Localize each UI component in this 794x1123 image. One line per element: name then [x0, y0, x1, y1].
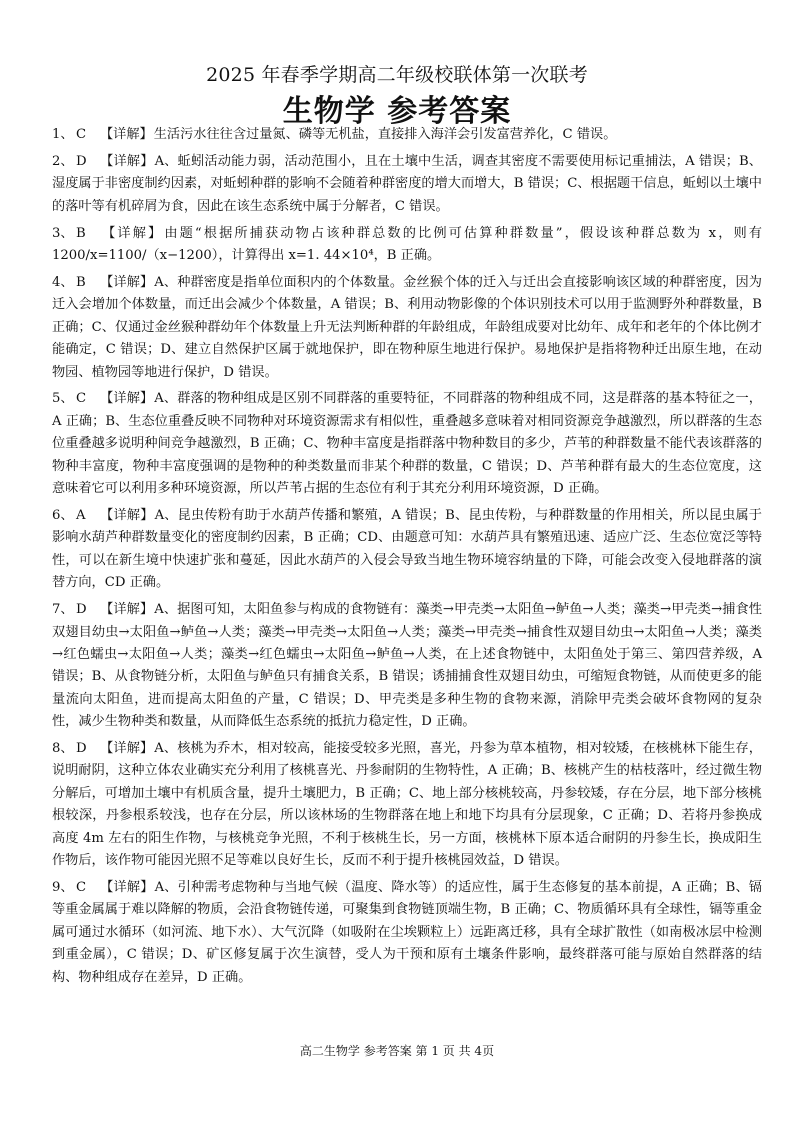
answer-item-1	[52, 124, 762, 146]
explanation-text: A、蚯蚓活动能力弱，活动范围小，且在土壤中生活，调查其密度不需要使用标记重捕法，A 错误；B、湿度属于非密度制约因素，对蚯蚓种群的影响不会随着种群密度的增大而增大，B 错误；C、根据题干信息，蚯蚓以土壤中的落叶等有机碎屑为食，因此在该生态系统中属于分解者，C 错误。	[52, 153, 762, 214]
exam-title: 2025 年春季学期高二年级校联体第一次联考	[206, 64, 588, 86]
question-number: 1、	[52, 127, 74, 142]
detail-tag: 【详解】	[100, 153, 154, 169]
detail-tag: 【详解】	[100, 602, 154, 618]
answer-key-title: 生物学 参考答案	[282, 94, 512, 129]
answer-letter: C	[76, 391, 87, 407]
question-number: 9、	[52, 880, 74, 895]
question-number: 7、	[52, 602, 74, 618]
answer-item-7	[52, 599, 762, 733]
question-number: 5、	[52, 391, 74, 407]
answer-letter: D	[76, 741, 87, 757]
answer-letter: A	[76, 508, 86, 523]
answer-item-9	[52, 877, 762, 989]
answer-item-6	[52, 505, 762, 595]
answer-letter: D	[76, 153, 87, 169]
detail-tag: 【详解】	[100, 508, 154, 523]
answer-item-4	[52, 272, 762, 384]
explanation-text: A、昆虫传粉有助于水葫芦传播和繁殖，A 错误；B、昆虫传粉，与种群数量的作用相关，所以昆虫属于影响水葫芦种群数量变化的密度制约因素，B 正确；CD、由题意可知：水葫芦具有繁殖迅速、适应广泛、生态位宽泛等特性，可以在新生境中快速扩张和蔓延，因此水葫芦的入侵会导致当地生物环境容纳量的下降，可能会改变入侵地群落的演替方向，CD 正确。	[52, 508, 762, 591]
explanation-text: A、据图可知，太阳鱼参与构成的食物链有：藻类→甲壳类→太阳鱼→鲈鱼→人类；藻类→甲壳类→捕食性双翅目幼虫→太阳鱼→鲈鱼→人类；藻类→甲壳类→太阳鱼→人类；藻类→甲壳类→捕食性双翅目幼虫→太阳鱼→人类；藻类→红色蠕虫→太阳鱼→人类；藻类→红色蠕虫→太阳鱼→鲈鱼→人类，在上述食物链中，太阳鱼处于第三、第四营养级，A 错误；B、从食物链分析，太阳鱼与鲈鱼只有捕食关系，B 错误；诱捕捕食性双翅目幼虫，可缩短食物链，从而使更多的能量流向太阳鱼，进而提高太阳鱼的产量，C 错误；D、甲壳类是多种生物的食物来源，消除甲壳类会破坏食物网的复杂性，减少生物种类和数量，从而降低生态系统的抵抗力稳定性，D 正确。	[52, 602, 762, 730]
answer-letter: C	[76, 127, 87, 142]
answer-letter: D	[76, 602, 87, 618]
detail-tag: 【详解】	[100, 127, 153, 142]
answer-letter: B	[76, 274, 86, 290]
explanation-text: A、引种需考虑物种与当地气候（温度、降水等）的适应性，属于生态修复的基本前提，A 正确；B、镉等重金属属于难以降解的物质，会沿食物链传递，可聚集到食物链顶端生物，B 正确；C、物质循环具有全球性，镉等重金属可通过水循环（如河流、地下水）、大气沉降（如吸附在尘埃颗粒上）远距离迁移，具有全球扩散性（如南极冰层中检测到重金属），C 错误；D、矿区修复属于次生演替，受人为干预和原有土壤条件影响，最终群落可能与原始自然群落的结构、物种组成存在差异，D 正确。	[52, 880, 762, 985]
explanation-text: A、种群密度是指单位面积内的个体数量。金丝猴个体的迁入与迁出会直接影响该区域的种群密度，因为迁入会增加个体数量，而迁出会减少个体数量，A 错误；B、利用动物影像的个体识别技术可以用于监测野外种群数量，B 正确；C、仅通过金丝猴种群幼年个体数量上升无法判断种群的年龄组成，年龄组成要对比幼年、成年和老年的个体比例才能确定，C 错误；D、建立自然保护区属于就地保护，即在物种原生地进行保护。易地保护是指将物种迁出原生地，在动物园、植物园等地进行保护，D 错误。	[52, 274, 762, 380]
answer-item-8	[52, 738, 762, 872]
explanation-text: A、群落的物种组成是区别不同群落的重要特征，不同群落的物种组成不同，这是群落的基本特征之一，A 正确；B、生态位重叠反映不同物种对环境资源需求有相似性，重叠越多意味着对相同资源竞争越激烈，所以群落的生态位重叠越多说明种间竞争越激烈，B 正确；C、物种丰富度是指群落中物种数目的多少，芦苇的种群数量不能代表该群落的物种丰富度，物种丰富度强调的是物种的种类数量而非某个种群的数量，C 错误；D、芦苇种群有最大的生态位宽度，这意味着它可以利用多种环境资源，所以芦苇占据的生态位有利于其充分利用环境资源，D 正确。	[52, 391, 762, 497]
detail-tag: 【详解】	[100, 741, 154, 757]
page-footer: 高二生物学 参考答案 第 1 页 共 4页	[299, 1044, 495, 1058]
question-number: 3、	[52, 225, 74, 241]
explanation-text: A、核桃为乔木，相对较高，能接受较多光照，喜光，丹参为草本植物，相对较矮，在核桃林下能生存，说明耐阴，这种立体农业确实充分利用了核桃喜光、丹参耐阴的生物特性，A 正确；B、核桃产生的枯枝落叶，经过微生物分解后，可增加土壤中有机质含量，提升土壤肥力，B 正确；C、地上部分核桃较高，丹参较矮，存在分层，地下部分核桃根较深，丹参根系较浅，也存在分层，所以该林场的生物群落在地上和地下均具有分层现象，C 正确；D、若将丹参换成高度 4m 左右的阳生作物，与核桃竞争光照，不利于核桃生长，另一方面，核桃林下原本适合耐阴的丹参生长，换成阳生作物后，该作物可能因光照不足等难以良好生长，反而不利于提升核桃园效益，D 错误。	[52, 741, 762, 869]
answer-item-3	[52, 223, 762, 268]
question-number: 4、	[52, 274, 74, 290]
explanation-text: 由题“根据所捕获动物占该种群总数的比例可估算种群数量”，假设该种群总数为 x，则有 1200/x=1100/（x−1200），计算得出 x=1. 44×10⁴，B 正确。	[52, 225, 762, 264]
answer-item-2	[52, 151, 762, 218]
question-number: 2、	[52, 153, 74, 169]
answer-letter: C	[76, 880, 87, 895]
detail-tag: 【详解】	[100, 880, 154, 895]
answer-item-5	[52, 388, 762, 500]
answer-letter: B	[76, 225, 86, 241]
detail-tag: 【详解】	[100, 391, 154, 407]
answer-list	[52, 124, 762, 994]
explanation-text: 生活污水往往含过量氮、磷等无机盐，直接排入海洋会引发富营养化，C 错误。	[153, 127, 617, 142]
question-number: 8、	[52, 741, 74, 757]
question-number: 6、	[52, 508, 74, 523]
detail-tag: 【详解】	[100, 225, 164, 241]
detail-tag: 【详解】	[100, 274, 154, 290]
